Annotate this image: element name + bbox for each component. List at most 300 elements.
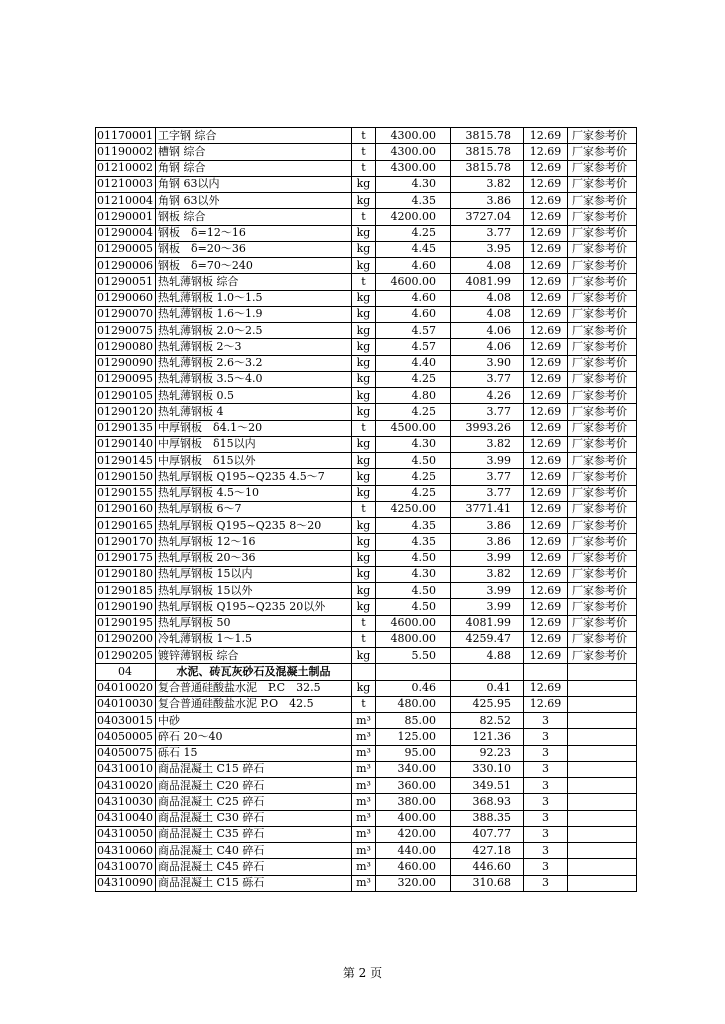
- item-code-cell: 01290185: [96, 583, 156, 599]
- table-row: [96, 355, 637, 371]
- item-name-cell: 热轧薄钢板 综合: [156, 274, 352, 290]
- item-code-cell: 01290051: [96, 274, 156, 290]
- item-code-cell: 04310090: [96, 875, 156, 891]
- unit-cell: kg: [352, 436, 376, 452]
- page-number: 第 2 页: [342, 966, 383, 980]
- item-name-cell: 热轧厚钢板 Q195~Q235 20以外: [156, 599, 352, 615]
- price-cell: 4.25: [376, 404, 451, 420]
- item-name-cell: 商品混凝土 C30 碎石: [156, 810, 352, 826]
- note-cell: 厂家参考价: [568, 209, 637, 225]
- table-row: [96, 225, 637, 241]
- note-cell: 厂家参考价: [568, 371, 637, 387]
- note-cell: [568, 745, 637, 761]
- tax-rate-cell: [524, 664, 568, 680]
- item-code-cell: 01290070: [96, 306, 156, 322]
- table-row: [96, 826, 637, 842]
- unit-cell: kg: [352, 258, 376, 274]
- tax-rate-cell: 12.69: [524, 599, 568, 615]
- tax-excluded-price-cell: 3.82: [451, 176, 524, 192]
- item-code-cell: 01290200: [96, 631, 156, 647]
- price-cell: 4.50: [376, 550, 451, 566]
- tax-excluded-price-cell: 4.06: [451, 323, 524, 339]
- table-row: [96, 404, 637, 420]
- tax-rate-cell: 12.69: [524, 160, 568, 176]
- price-cell: 4.40: [376, 355, 451, 371]
- table-row: [96, 388, 637, 404]
- item-name-cell: 钢板 综合: [156, 209, 352, 225]
- table-row: [96, 339, 637, 355]
- note-cell: 厂家参考价: [568, 501, 637, 517]
- unit-cell: t: [352, 209, 376, 225]
- unit-cell: kg: [352, 225, 376, 241]
- tax-rate-cell: 12.69: [524, 404, 568, 420]
- tax-rate-cell: 12.69: [524, 485, 568, 501]
- price-cell: 4.35: [376, 534, 451, 550]
- note-cell: 厂家参考价: [568, 453, 637, 469]
- table-row: [96, 615, 637, 631]
- unit-cell: t: [352, 501, 376, 517]
- note-cell: 厂家参考价: [568, 436, 637, 452]
- note-cell: 厂家参考价: [568, 290, 637, 306]
- item-name-cell: 热轧薄钢板 2.0～2.5: [156, 323, 352, 339]
- price-cell: 4300.00: [376, 128, 451, 144]
- table-row: [96, 778, 637, 794]
- item-name-cell: 水泥、砖瓦灰砂石及混凝土制品: [156, 664, 352, 680]
- tax-excluded-price-cell: [451, 664, 524, 680]
- unit-cell: kg: [352, 241, 376, 257]
- item-name-cell: 热轧薄钢板 1.6～1.9: [156, 306, 352, 322]
- unit-cell: kg: [352, 388, 376, 404]
- item-code-cell: 01290005: [96, 241, 156, 257]
- item-name-cell: 热轧薄钢板 2～3: [156, 339, 352, 355]
- item-code-cell: 01290190: [96, 599, 156, 615]
- tax-rate-cell: 12.69: [524, 371, 568, 387]
- tax-excluded-price-cell: 3.99: [451, 453, 524, 469]
- item-code-cell: 01290105: [96, 388, 156, 404]
- item-code-cell: 01210003: [96, 176, 156, 192]
- unit-cell: kg: [352, 193, 376, 209]
- section-header-row: [96, 664, 637, 680]
- tax-rate-cell: 3: [524, 761, 568, 777]
- unit-cell: m³: [352, 745, 376, 761]
- unit-cell: m³: [352, 843, 376, 859]
- price-cell: 4.60: [376, 290, 451, 306]
- note-cell: 厂家参考价: [568, 258, 637, 274]
- unit-cell: [352, 664, 376, 680]
- tax-rate-cell: 12.69: [524, 339, 568, 355]
- table-row: [96, 241, 637, 257]
- tax-excluded-price-cell: 3.86: [451, 534, 524, 550]
- tax-rate-cell: 12.69: [524, 631, 568, 647]
- price-cell: 4.60: [376, 258, 451, 274]
- price-cell: 4.30: [376, 436, 451, 452]
- tax-rate-cell: 12.69: [524, 501, 568, 517]
- tax-excluded-price-cell: 4081.99: [451, 274, 524, 290]
- note-cell: 厂家参考价: [568, 128, 637, 144]
- tax-rate-cell: 3: [524, 875, 568, 891]
- price-cell: 420.00: [376, 826, 451, 842]
- table-row: [96, 761, 637, 777]
- unit-cell: m³: [352, 713, 376, 729]
- price-cell: 125.00: [376, 729, 451, 745]
- table-row: [96, 696, 637, 712]
- tax-excluded-price-cell: 3993.26: [451, 420, 524, 436]
- tax-rate-cell: 12.69: [524, 583, 568, 599]
- item-name-cell: 热轧厚钢板 15以内: [156, 566, 352, 582]
- unit-cell: kg: [352, 680, 376, 696]
- unit-cell: kg: [352, 371, 376, 387]
- item-name-cell: 商品混凝土 C15 碎石: [156, 761, 352, 777]
- unit-cell: t: [352, 274, 376, 290]
- tax-rate-cell: 12.69: [524, 241, 568, 257]
- tax-excluded-price-cell: 3771.41: [451, 501, 524, 517]
- note-cell: 厂家参考价: [568, 160, 637, 176]
- table-row: [96, 875, 637, 891]
- tax-rate-cell: 12.69: [524, 550, 568, 566]
- table-row: [96, 128, 637, 144]
- note-cell: 厂家参考价: [568, 193, 637, 209]
- item-code-cell: 01170001: [96, 128, 156, 144]
- table-row: [96, 323, 637, 339]
- tax-rate-cell: 12.69: [524, 274, 568, 290]
- note-cell: 厂家参考价: [568, 306, 637, 322]
- price-cell: 4.50: [376, 599, 451, 615]
- price-cell: 5.50: [376, 648, 451, 664]
- unit-cell: t: [352, 144, 376, 160]
- item-code-cell: 04050075: [96, 745, 156, 761]
- price-cell: 480.00: [376, 696, 451, 712]
- tax-rate-cell: 12.69: [524, 696, 568, 712]
- tax-rate-cell: 12.69: [524, 209, 568, 225]
- tax-excluded-price-cell: 3.82: [451, 436, 524, 452]
- unit-cell: kg: [352, 485, 376, 501]
- note-cell: 厂家参考价: [568, 485, 637, 501]
- note-cell: 厂家参考价: [568, 404, 637, 420]
- price-cell: 460.00: [376, 859, 451, 875]
- tax-rate-cell: 3: [524, 810, 568, 826]
- table-row: [96, 859, 637, 875]
- tax-excluded-price-cell: 330.10: [451, 761, 524, 777]
- tax-excluded-price-cell: 82.52: [451, 713, 524, 729]
- note-cell: 厂家参考价: [568, 518, 637, 534]
- item-code-cell: 01290175: [96, 550, 156, 566]
- item-name-cell: 钢板 δ=12～16: [156, 225, 352, 241]
- item-name-cell: 镀锌薄钢板 综合: [156, 648, 352, 664]
- item-code-cell: 01290170: [96, 534, 156, 550]
- item-code-cell: 04030015: [96, 713, 156, 729]
- item-name-cell: 复合普通硅酸盐水泥 P.O 42.5: [156, 696, 352, 712]
- note-cell: [568, 794, 637, 810]
- note-cell: [568, 826, 637, 842]
- tax-excluded-price-cell: 407.77: [451, 826, 524, 842]
- unit-cell: kg: [352, 550, 376, 566]
- tax-rate-cell: 12.69: [524, 680, 568, 696]
- note-cell: 厂家参考价: [568, 550, 637, 566]
- item-code-cell: 01290205: [96, 648, 156, 664]
- price-cell: 4.45: [376, 241, 451, 257]
- note-cell: 厂家参考价: [568, 599, 637, 615]
- table-row: [96, 453, 637, 469]
- table-row: [96, 648, 637, 664]
- table-row: [96, 745, 637, 761]
- table-row: [96, 209, 637, 225]
- note-cell: 厂家参考价: [568, 241, 637, 257]
- price-cell: 4.30: [376, 176, 451, 192]
- table-row: [96, 193, 637, 209]
- item-name-cell: 角钢 63以内: [156, 176, 352, 192]
- note-cell: 厂家参考价: [568, 176, 637, 192]
- item-code-cell: 01290004: [96, 225, 156, 241]
- price-table: [95, 127, 637, 892]
- item-name-cell: 中砂: [156, 713, 352, 729]
- tax-rate-cell: 12.69: [524, 420, 568, 436]
- unit-cell: kg: [352, 323, 376, 339]
- price-cell: 4.25: [376, 225, 451, 241]
- tax-rate-cell: 12.69: [524, 258, 568, 274]
- price-cell: 4.25: [376, 485, 451, 501]
- item-code-cell: 04010030: [96, 696, 156, 712]
- price-cell: 440.00: [376, 843, 451, 859]
- item-name-cell: 中厚钢板 δ15以内: [156, 436, 352, 452]
- note-cell: 厂家参考价: [568, 144, 637, 160]
- tax-excluded-price-cell: 3.77: [451, 485, 524, 501]
- note-cell: [568, 729, 637, 745]
- item-code-cell: 01290165: [96, 518, 156, 534]
- item-code-cell: 04310060: [96, 843, 156, 859]
- item-name-cell: 碎石 20～40: [156, 729, 352, 745]
- item-name-cell: 热轧厚钢板 20～36: [156, 550, 352, 566]
- unit-cell: kg: [352, 290, 376, 306]
- table-row: [96, 501, 637, 517]
- item-code-cell: 04310070: [96, 859, 156, 875]
- item-name-cell: 热轧薄钢板 0.5: [156, 388, 352, 404]
- tax-excluded-price-cell: 4.08: [451, 290, 524, 306]
- price-cell: 4250.00: [376, 501, 451, 517]
- tax-rate-cell: 12.69: [524, 323, 568, 339]
- item-code-cell: 04: [96, 664, 156, 680]
- tax-rate-cell: 3: [524, 778, 568, 794]
- tax-excluded-price-cell: 3.99: [451, 583, 524, 599]
- table-row: [96, 258, 637, 274]
- price-cell: 95.00: [376, 745, 451, 761]
- tax-rate-cell: 12.69: [524, 290, 568, 306]
- tax-rate-cell: 12.69: [524, 355, 568, 371]
- note-cell: 厂家参考价: [568, 339, 637, 355]
- note-cell: 厂家参考价: [568, 648, 637, 664]
- tax-rate-cell: 12.69: [524, 176, 568, 192]
- item-code-cell: 01290195: [96, 615, 156, 631]
- item-name-cell: 角钢 综合: [156, 160, 352, 176]
- tax-rate-cell: 12.69: [524, 144, 568, 160]
- item-name-cell: 热轧厚钢板 4.5～10: [156, 485, 352, 501]
- unit-cell: kg: [352, 339, 376, 355]
- table-row: [96, 436, 637, 452]
- item-name-cell: 热轧薄钢板 2.6～3.2: [156, 355, 352, 371]
- note-cell: 厂家参考价: [568, 323, 637, 339]
- tax-excluded-price-cell: 4.08: [451, 306, 524, 322]
- tax-excluded-price-cell: 3.99: [451, 550, 524, 566]
- tax-rate-cell: 12.69: [524, 469, 568, 485]
- note-cell: 厂家参考价: [568, 566, 637, 582]
- item-name-cell: 砾石 15: [156, 745, 352, 761]
- unit-cell: kg: [352, 306, 376, 322]
- item-name-cell: 商品混凝土 C25 碎石: [156, 794, 352, 810]
- unit-cell: t: [352, 128, 376, 144]
- table-row: [96, 306, 637, 322]
- item-name-cell: 热轧厚钢板 Q195~Q235 4.5～7: [156, 469, 352, 485]
- table-row: [96, 810, 637, 826]
- note-cell: [568, 761, 637, 777]
- unit-cell: kg: [352, 469, 376, 485]
- table-row: [96, 599, 637, 615]
- item-code-cell: 01290160: [96, 501, 156, 517]
- note-cell: [568, 875, 637, 891]
- tax-rate-cell: 12.69: [524, 388, 568, 404]
- price-cell: 4600.00: [376, 615, 451, 631]
- tax-excluded-price-cell: 92.23: [451, 745, 524, 761]
- table-row: [96, 534, 637, 550]
- item-name-cell: 工字钢 综合: [156, 128, 352, 144]
- note-cell: [568, 680, 637, 696]
- tax-excluded-price-cell: 425.95: [451, 696, 524, 712]
- item-code-cell: 01290120: [96, 404, 156, 420]
- tax-excluded-price-cell: 3.95: [451, 241, 524, 257]
- note-cell: 厂家参考价: [568, 355, 637, 371]
- item-code-cell: 01190002: [96, 144, 156, 160]
- item-code-cell: 01290180: [96, 566, 156, 582]
- tax-excluded-price-cell: 3.77: [451, 404, 524, 420]
- unit-cell: kg: [352, 534, 376, 550]
- note-cell: 厂家参考价: [568, 469, 637, 485]
- unit-cell: kg: [352, 355, 376, 371]
- tax-rate-cell: 12.69: [524, 193, 568, 209]
- table-row: [96, 274, 637, 290]
- item-name-cell: 中厚钢板 δ15以外: [156, 453, 352, 469]
- table-row: [96, 794, 637, 810]
- tax-excluded-price-cell: 4259.47: [451, 631, 524, 647]
- price-cell: 4.50: [376, 583, 451, 599]
- item-code-cell: 01210004: [96, 193, 156, 209]
- tax-rate-cell: 3: [524, 745, 568, 761]
- item-code-cell: 01290080: [96, 339, 156, 355]
- price-cell: 4.57: [376, 339, 451, 355]
- item-name-cell: 冷轧薄钢板 1～1.5: [156, 631, 352, 647]
- unit-cell: kg: [352, 404, 376, 420]
- tax-rate-cell: 12.69: [524, 648, 568, 664]
- note-cell: [568, 843, 637, 859]
- item-name-cell: 角钢 63以外: [156, 193, 352, 209]
- tax-excluded-price-cell: 3.77: [451, 469, 524, 485]
- item-name-cell: 商品混凝土 C15 砾石: [156, 875, 352, 891]
- unit-cell: kg: [352, 583, 376, 599]
- unit-cell: m³: [352, 778, 376, 794]
- price-cell: 400.00: [376, 810, 451, 826]
- item-name-cell: 商品混凝土 C20 碎石: [156, 778, 352, 794]
- price-cell: 380.00: [376, 794, 451, 810]
- unit-cell: m³: [352, 810, 376, 826]
- tax-excluded-price-cell: 3815.78: [451, 128, 524, 144]
- price-cell: 4500.00: [376, 420, 451, 436]
- item-code-cell: 01290135: [96, 420, 156, 436]
- tax-excluded-price-cell: 4.08: [451, 258, 524, 274]
- price-cell: 4200.00: [376, 209, 451, 225]
- table-row: [96, 144, 637, 160]
- tax-rate-cell: 12.69: [524, 436, 568, 452]
- item-code-cell: 01290145: [96, 453, 156, 469]
- item-code-cell: 04310020: [96, 778, 156, 794]
- note-cell: [568, 859, 637, 875]
- table-row: [96, 420, 637, 436]
- unit-cell: kg: [352, 566, 376, 582]
- note-cell: 厂家参考价: [568, 534, 637, 550]
- price-cell: 4800.00: [376, 631, 451, 647]
- tax-excluded-price-cell: 4.26: [451, 388, 524, 404]
- item-code-cell: 01290155: [96, 485, 156, 501]
- tax-excluded-price-cell: 3727.04: [451, 209, 524, 225]
- item-name-cell: 热轧厚钢板 15以外: [156, 583, 352, 599]
- table-row: [96, 566, 637, 582]
- tax-excluded-price-cell: 427.18: [451, 843, 524, 859]
- price-table-body: [96, 128, 637, 892]
- tax-rate-cell: 12.69: [524, 534, 568, 550]
- price-cell: 4300.00: [376, 160, 451, 176]
- table-row: [96, 680, 637, 696]
- tax-rate-cell: 12.69: [524, 128, 568, 144]
- tax-excluded-price-cell: 0.41: [451, 680, 524, 696]
- note-cell: [568, 696, 637, 712]
- tax-rate-cell: 12.69: [524, 615, 568, 631]
- tax-rate-cell: 12.69: [524, 566, 568, 582]
- tax-excluded-price-cell: 3815.78: [451, 144, 524, 160]
- unit-cell: m³: [352, 875, 376, 891]
- unit-cell: kg: [352, 518, 376, 534]
- price-cell: 4.30: [376, 566, 451, 582]
- note-cell: 厂家参考价: [568, 583, 637, 599]
- item-name-cell: 热轧薄钢板 1.0～1.5: [156, 290, 352, 306]
- tax-rate-cell: 12.69: [524, 453, 568, 469]
- price-cell: 0.46: [376, 680, 451, 696]
- item-code-cell: 04310010: [96, 761, 156, 777]
- tax-excluded-price-cell: 388.35: [451, 810, 524, 826]
- table-row: [96, 583, 637, 599]
- price-cell: 320.00: [376, 875, 451, 891]
- tax-excluded-price-cell: 3.90: [451, 355, 524, 371]
- item-name-cell: 中厚钢板 δ4.1～20: [156, 420, 352, 436]
- tax-excluded-price-cell: 3.77: [451, 371, 524, 387]
- item-name-cell: 复合普通硅酸盐水泥 P.C 32.5: [156, 680, 352, 696]
- table-row: [96, 518, 637, 534]
- item-code-cell: 04310030: [96, 794, 156, 810]
- tax-excluded-price-cell: 4081.99: [451, 615, 524, 631]
- note-cell: 厂家参考价: [568, 420, 637, 436]
- item-code-cell: 01290001: [96, 209, 156, 225]
- unit-cell: m³: [352, 761, 376, 777]
- unit-cell: kg: [352, 453, 376, 469]
- note-cell: [568, 810, 637, 826]
- note-cell: 厂家参考价: [568, 615, 637, 631]
- tax-excluded-price-cell: 349.51: [451, 778, 524, 794]
- price-cell: 340.00: [376, 761, 451, 777]
- tax-rate-cell: 3: [524, 843, 568, 859]
- table-row: [96, 843, 637, 859]
- note-cell: [568, 778, 637, 794]
- item-name-cell: 热轧厚钢板 Q195~Q235 8～20: [156, 518, 352, 534]
- item-name-cell: 热轧薄钢板 4: [156, 404, 352, 420]
- note-cell: 厂家参考价: [568, 225, 637, 241]
- tax-excluded-price-cell: 3.86: [451, 518, 524, 534]
- price-cell: 4.25: [376, 469, 451, 485]
- item-code-cell: 01290095: [96, 371, 156, 387]
